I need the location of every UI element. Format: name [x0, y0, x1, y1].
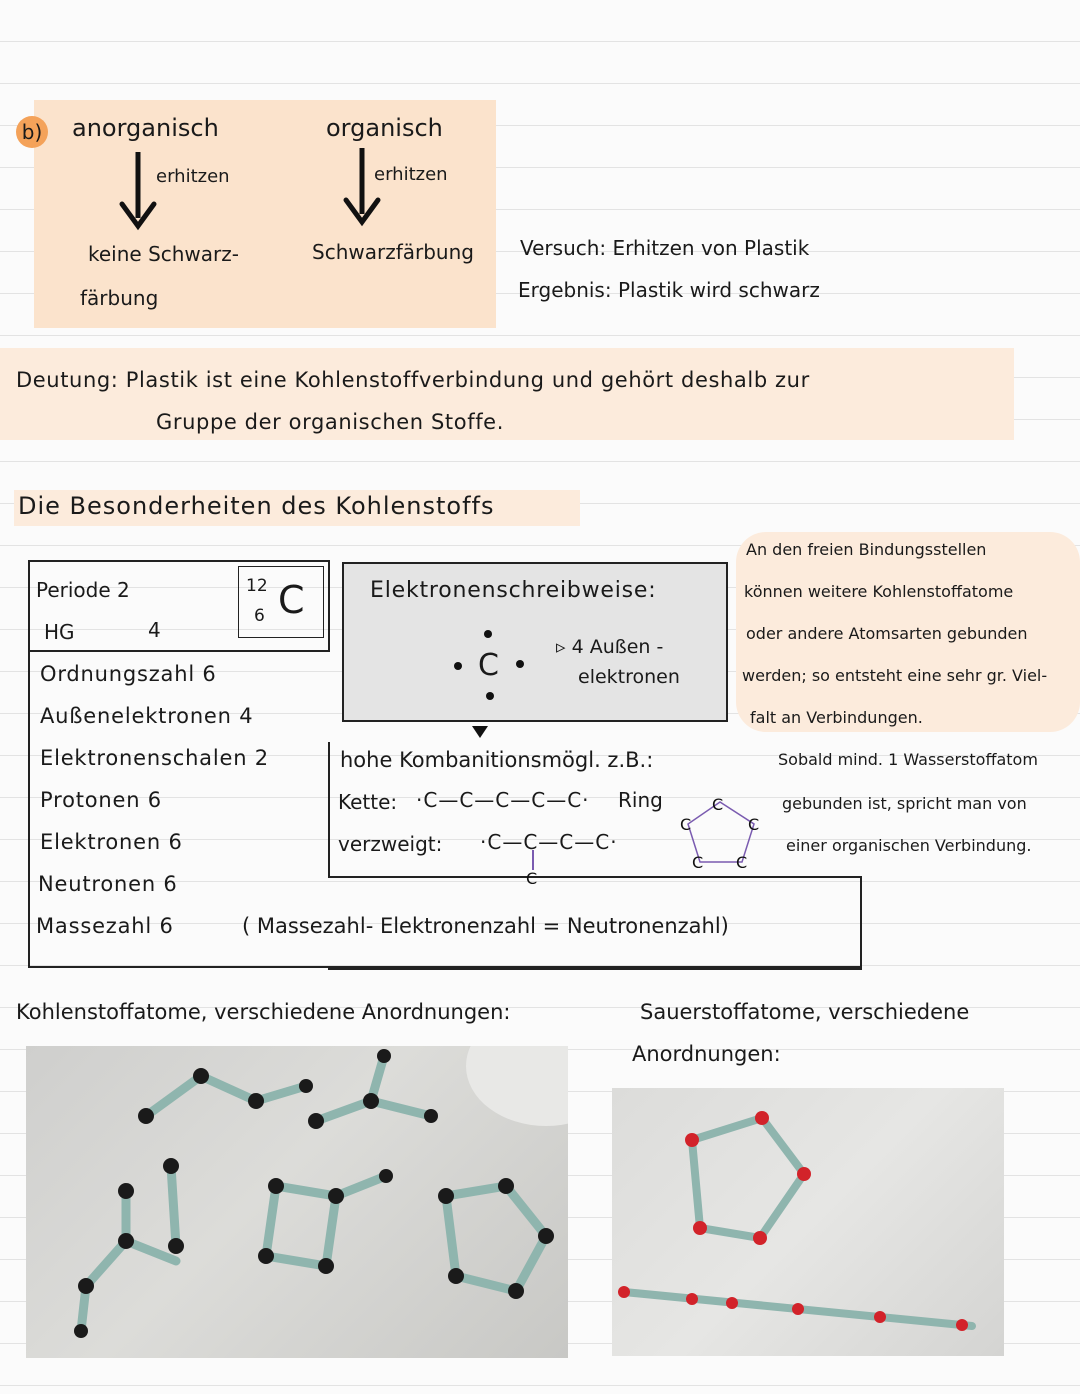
inorganic-arrow-label: erhitzen [156, 166, 230, 187]
hg-value: 4 [148, 618, 161, 642]
oxygen-model-photo [612, 1088, 1004, 1356]
organic-arrow-label: erhitzen [374, 164, 448, 185]
side-note-line: falt an Verbindungen. [750, 708, 923, 727]
ring-label: Ring [618, 788, 663, 812]
massezahl-note: ( Massezahl- Elektronenzahl = Neutronenzahl) [242, 914, 729, 938]
combinations-headline: hohe Kombanitionsmögl. z.B.: [340, 748, 654, 772]
property-elektronenschalen: Elektronenschalen 2 [40, 746, 269, 770]
svg-text:C: C [736, 853, 748, 872]
deutung-highlight [0, 348, 1014, 440]
side-note-line: gebunden ist, spricht man von [782, 794, 1027, 813]
electron-note-line1: ▹ 4 Außen - [556, 636, 664, 658]
deutung-line2: Gruppe der organischen Stoffe. [156, 410, 504, 434]
properties-frame-divider [328, 742, 330, 878]
down-triangle-icon [470, 724, 490, 740]
inorganic-title: anorganisch [72, 114, 219, 142]
organic-title: organisch [326, 114, 443, 142]
oxygen-photo-caption-line2: Anordnungen: [632, 1042, 781, 1066]
deutung-line1: Deutung: Plastik ist eine Kohlenstoffverbindung und gehört deshalb zur [16, 368, 810, 392]
side-note-line: An den freien Bindungsstellen [746, 540, 987, 559]
branch-icon [518, 850, 548, 886]
side-note-line: Sobald mind. 1 Wasserstoffatom [778, 750, 1038, 769]
side-note-line: oder andere Atomsarten gebunden [746, 624, 1028, 643]
part-marker: b) [16, 116, 48, 148]
down-arrow-icon [342, 148, 382, 230]
experiment-versuch: Versuch: Erhitzen von Plastik [520, 236, 810, 260]
element-symbol: C [278, 578, 305, 622]
electron-symbol: C [478, 648, 499, 683]
section-title: Die Besonderheiten des Kohlenstoffs [18, 492, 495, 520]
property-protonen: Protonen 6 [40, 788, 162, 812]
electron-note-line2: elektronen [578, 666, 680, 688]
down-arrow-icon [118, 152, 158, 234]
inorganic-result-line1: keine Schwarz- [88, 242, 239, 266]
carbon-photo-caption: Kohlenstoffatome, verschiedene Anordnungen: [16, 1000, 511, 1024]
svg-text:C: C [692, 853, 704, 872]
mass-number: 12 [246, 576, 268, 596]
oxygen-models-illustration [612, 1088, 1004, 1356]
svg-text:C: C [680, 815, 692, 834]
oxygen-photo-caption-line1: Sauerstoffatome, verschiedene [640, 1000, 970, 1024]
organic-result: Schwarzfärbung [312, 240, 474, 264]
electron-dots-icon [446, 624, 526, 704]
kette-label: Kette: [338, 790, 398, 814]
verzweigt-formula: ·C—C—C—C· [480, 830, 618, 854]
verzweigt-label: verzweigt: [338, 832, 443, 856]
side-note-line: werden; so entsteht eine sehr gr. Viel- [742, 666, 1048, 685]
carbon-models-illustration [26, 1046, 568, 1358]
property-neutronen: Neutronen 6 [38, 872, 178, 896]
svg-text:C: C [712, 795, 724, 814]
property-elektronen: Elektronen 6 [40, 830, 183, 854]
svg-text:C: C [748, 815, 760, 834]
carbon-model-photo [26, 1046, 568, 1358]
periode-label: Periode 2 [36, 578, 130, 602]
side-note-line: können weitere Kohlenstoffatome [744, 582, 1014, 601]
property-ordnungszahl: Ordnungszahl 6 [40, 662, 217, 686]
ring-icon [672, 792, 772, 872]
electron-box-title: Elektronenschreibweise: [370, 578, 657, 603]
hg-label: HG [44, 620, 75, 644]
property-massezahl: Massezahl 6 [36, 914, 174, 938]
side-note-line: einer organischen Verbindung. [786, 836, 1032, 855]
experiment-ergebnis: Ergebnis: Plastik wird schwarz [518, 278, 820, 302]
property-aussenelektronen: Außenelektronen 4 [40, 704, 254, 728]
svg-text:C: C [526, 869, 538, 886]
atomic-number: 6 [254, 606, 265, 626]
kette-formula: ·C—C—C—C—C· [416, 788, 590, 812]
inorganic-result-line2: färbung [80, 286, 159, 310]
